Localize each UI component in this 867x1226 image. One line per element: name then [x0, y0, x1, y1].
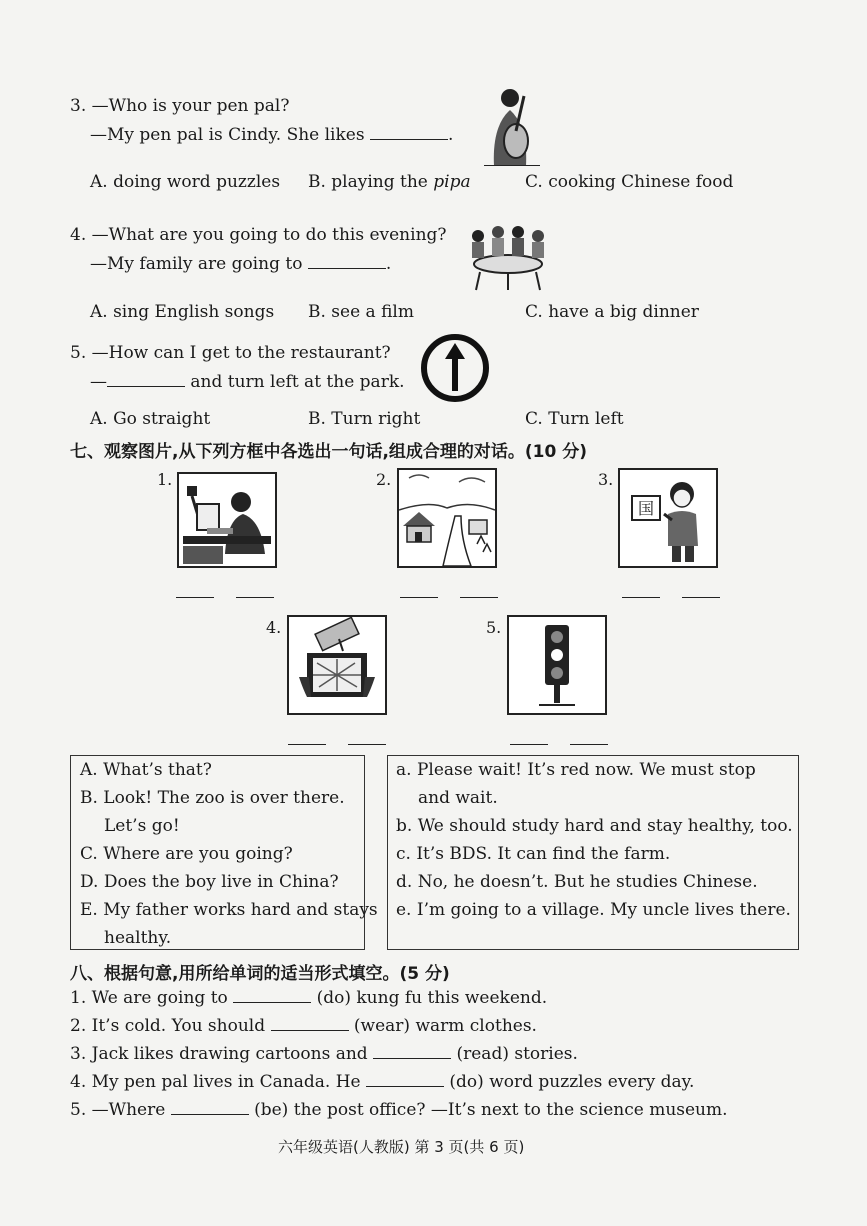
- family-dinner-icon: [462, 220, 554, 292]
- boy-chinese-character-icon: [620, 470, 716, 566]
- left-box-line-a: A. What’s that?: [80, 760, 212, 780]
- fill-item-5: 5. —Where (be) the post office? —It’s next to the science museum.: [70, 1100, 728, 1120]
- left-box-line-c: C. Where are you going?: [80, 844, 293, 864]
- q3-period: .: [448, 125, 454, 145]
- q5-blank[interactable]: [107, 370, 185, 387]
- page-footer: 六年级英语(人教版) 第 3 页(共 6 页): [278, 1138, 525, 1156]
- picture-5-blank-2[interactable]: [570, 744, 608, 745]
- q3-option-c[interactable]: C. cooking Chinese food: [525, 172, 734, 192]
- picture-3-blank-2[interactable]: [682, 597, 720, 598]
- q4-option-c[interactable]: C. have a big dinner: [525, 302, 699, 322]
- picture-5-number: 5.: [486, 618, 502, 637]
- q3-blank[interactable]: [370, 123, 448, 140]
- picture-5: [507, 615, 607, 715]
- fill-item-3: 3. Jack likes drawing cartoons and (read) stories.: [70, 1044, 578, 1064]
- q5-option-a[interactable]: A. Go straight: [90, 409, 211, 429]
- picture-4-blank-2[interactable]: [348, 744, 386, 745]
- q4-option-b[interactable]: B. see a film: [308, 302, 414, 322]
- fill-item-2: 2. It’s cold. You should (wear) warm clothes.: [70, 1016, 537, 1036]
- q5-option-b[interactable]: B. Turn right: [308, 409, 421, 429]
- left-box-line-e: E. My father works hard and stays: [80, 900, 378, 920]
- right-box-line-c: c. It’s BDS. It can find the farm.: [396, 844, 671, 864]
- q3-option-a[interactable]: A. doing word puzzles: [90, 172, 281, 192]
- fill-item-1-blank[interactable]: [233, 986, 311, 1003]
- section-8-title: 八、根据句意,用所给单词的适当形式填空。(5 分): [70, 964, 450, 984]
- bds-tablet-map-icon: [289, 617, 385, 713]
- right-box-line-d: d. No, he doesn’t. But he studies Chinese.: [396, 872, 758, 892]
- picture-2-number: 2.: [376, 470, 392, 489]
- right-box-line-e: e. I’m going to a village. My uncle lives there.: [396, 900, 791, 920]
- fill-item-4: 4. My pen pal lives in Canada. He (do) word puzzles every day.: [70, 1072, 695, 1092]
- character-on-card: 国: [637, 499, 655, 518]
- picture-3-number: 3.: [598, 470, 614, 489]
- q3-answer-line: [90, 123, 453, 146]
- picture-3: [618, 468, 718, 568]
- q4-blank[interactable]: [308, 252, 386, 269]
- picture-2-blank-1[interactable]: [400, 597, 438, 598]
- picture-2-blank-2[interactable]: [460, 597, 498, 598]
- left-box-line-e-cont: healthy.: [104, 928, 172, 948]
- picture-1-number: 1.: [157, 470, 173, 489]
- picture-4-blank-1[interactable]: [288, 744, 326, 745]
- q3-option-b-pipa: pipa: [433, 172, 471, 192]
- q5-question: 5. —How can I get to the restaurant?: [70, 343, 391, 363]
- fill-item-2-blank[interactable]: [271, 1014, 349, 1031]
- picture-4: [287, 615, 387, 715]
- picture-1: [177, 472, 277, 568]
- q3-question: 3. —Who is your pen pal?: [70, 96, 290, 116]
- fill-item-4-blank[interactable]: [366, 1070, 444, 1087]
- right-box-line-a-cont: and wait.: [418, 788, 498, 808]
- pipa-player-icon: [480, 86, 544, 166]
- right-box-line-b: b. We should study hard and stay healthy, too.: [396, 816, 793, 836]
- right-box-line-a: a. Please wait! It’s red now. We must stop: [396, 760, 756, 780]
- left-box-line-b-cont: Let’s go!: [104, 816, 180, 836]
- fill-item-5-blank[interactable]: [171, 1098, 249, 1115]
- fill-item-1: 1. We are going to (do) kung fu this weekend.: [70, 988, 548, 1008]
- village-road-icon: [399, 470, 495, 566]
- man-working-desk-icon: [179, 474, 275, 566]
- picture-1-blank-1[interactable]: [176, 597, 214, 598]
- picture-2: [397, 468, 497, 568]
- q4-answer-line: —My family are going to .: [90, 254, 392, 274]
- traffic-light-icon: [509, 617, 605, 713]
- left-box-line-d: D. Does the boy live in China?: [80, 872, 339, 892]
- q5-option-c[interactable]: C. Turn left: [525, 409, 624, 429]
- picture-5-blank-1[interactable]: [510, 744, 548, 745]
- section-7-title: 七、观察图片,从下列方框中各选出一句话,组成合理的对话。(10 分): [70, 442, 588, 462]
- q3-option-b[interactable]: B. playing the pipa: [308, 172, 471, 192]
- q3-answer-text: —My pen pal is Cindy. She likes: [90, 125, 365, 145]
- q4-option-a[interactable]: A. sing English songs: [90, 302, 275, 322]
- picture-1-blank-2[interactable]: [236, 597, 274, 598]
- picture-3-blank-1[interactable]: [622, 597, 660, 598]
- straight-arrow-icon: [420, 333, 490, 403]
- picture-4-number: 4.: [266, 618, 282, 637]
- q5-answer-line: — and turn left at the park.: [90, 372, 405, 392]
- q4-question: 4. —What are you going to do this evening?: [70, 225, 447, 245]
- left-box-line-b: B. Look! The zoo is over there.: [80, 788, 345, 808]
- fill-item-3-blank[interactable]: [373, 1042, 451, 1059]
